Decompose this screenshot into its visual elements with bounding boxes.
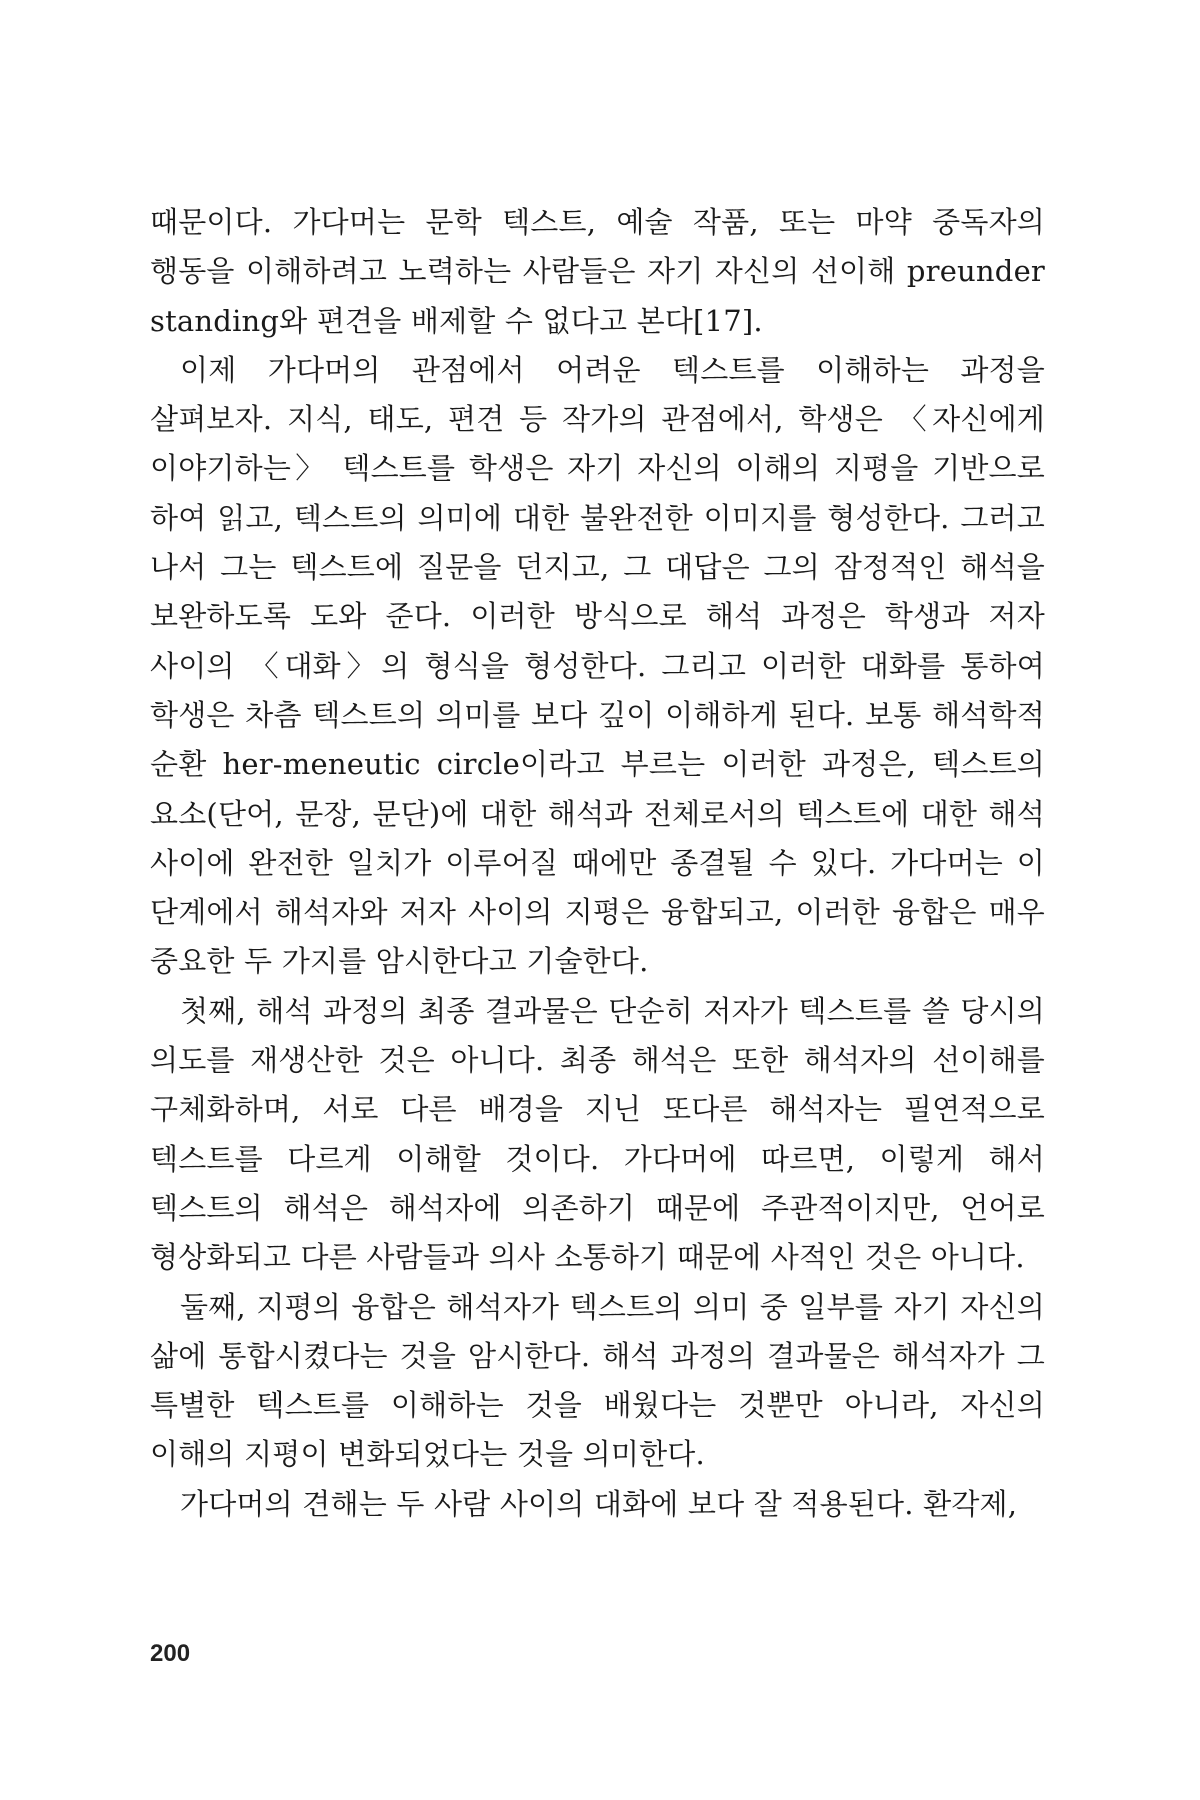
paragraph-dialogue: 가다머의 견해는 두 사람 사이의 대화에 보다 잘 적용된다. 환각제,: [180, 1486, 1018, 1521]
paragraph-second-implication: 둘째, 지평의 융합은 해석자가 텍스트의 의미 중 일부를 자기 자신의 삶에 통합시켰다는 것을 암시한다. 해석 과정의 결과물은 해석자가 그 특별한 텍스트를 이해하는 것을 배웠다는 것뿐만 아니라, 자신의 이해의 지평이 변화되었다는 것을 의미한다.: [150, 1289, 1045, 1472]
paragraph-first-implication: 첫째, 해석 과정의 최종 결과물은 단순히 저자가 텍스트를 쓸 당시의 의도를 재생산한 것은 아니다. 최종 해석은 또한 해석자의 선이해를 구체화하며, 서로 다른 배경을 지닌 또다른 해석자는 필연적으로 텍스트를 다르게 이해할 것이다. 가다머에 따르면, 이렇게 해서 텍스트의 해석은 해석자에 의존하기 때문에 주관적이지만, 언어로 형상화되고 다른 사람들과 의사 소통하기 때문에 사적인 것은 아니다.: [150, 993, 1045, 1275]
page-number: 200: [150, 1640, 191, 1667]
paragraph-continuation: 때문이다. 가다머는 문학 텍스트, 예술 작품, 또는 마약 중독자의 행동을 이해하려고 노력하는 사람들은 자기 자신의 선이해 preunder standing와 편견을 배제할 수 없다고 본다[17].: [150, 205, 1045, 338]
paragraph-hermeneutic-circle: 이제 가다머의 관점에서 어려운 텍스트를 이해하는 과정을 살펴보자. 지식, 태도, 편견 등 작가의 관점에서, 학생은 〈자신에게 이야기하는〉 텍스트를 학생은 자기 자신의 이해의 지평을 기반으로 하여 읽고, 텍스트의 의미에 대한 불완전한 이미지를 형성한다. 그러고 나서 그는 텍스트에 질문을 던지고, 그 대답은 그의 잠정적인 해석을 보완하도록 도와 준다. 이러한 방식으로 해석 과정은 학생과 저자 사이의 〈대화〉의 형식을 형성한다. 그리고 이러한 대화를 통하여 학생은 차츰 텍스트의 의미를 보다 깊이 이해하게 된다. 보통 해석학적 순환 her-meneutic circle이라고 부르는 이러한 과정은, 텍스트의 요소(단어, 문장, 문단)에 대한 해석과 전체로서의 텍스트에 대한 해석 사이에 완전한 일치가 이루어질 때에만 종결될 수 있다. 가다머는 이 단계에서 해석자와 저자 사이의 지평은 융합되고, 이러한 융합은 매우 중요한 두 가지를 암시한다고 기술한다.: [150, 352, 1045, 979]
page-body: [150, 198, 1045, 1529]
